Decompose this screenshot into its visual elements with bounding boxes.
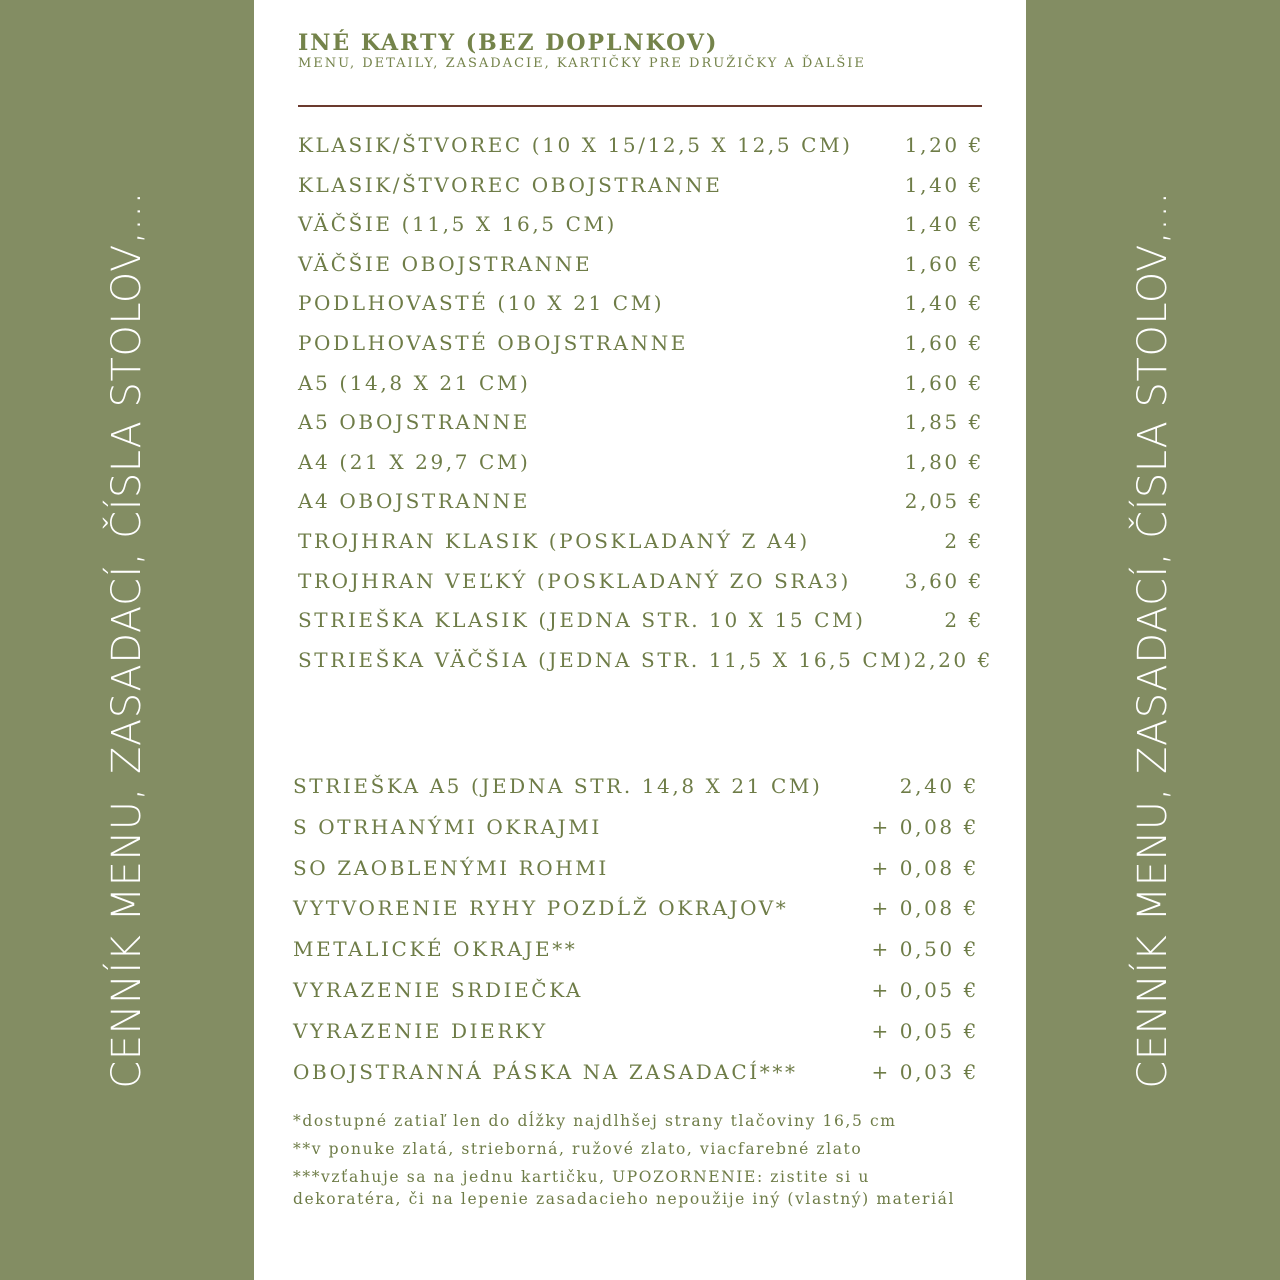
item-price: 1,60 € — [904, 370, 984, 395]
extra-row — [293, 807, 979, 848]
item-price: 1,85 € — [904, 410, 984, 435]
item-label: STRIEŠKA VÄČŠIA (JEDNA STR. 11,5 X 16,5 CM) — [298, 647, 914, 672]
footnote: ***vzťahuje sa na jednu kartičku, UPOZORNENIE: zistite si u dekoratéra, či na lepenie zasadacieho nepoužije iný (vlastný) materiál — [293, 1168, 956, 1208]
item-label: A4 (21 X 29,7 CM) — [298, 449, 531, 474]
item-label: A5 (14,8 X 21 CM) — [298, 370, 531, 395]
item-label: TROJHRAN KLASIK (POSKLADANÝ Z A4) — [298, 528, 810, 553]
right-side-banner — [1026, 0, 1280, 1280]
divider — [298, 105, 982, 107]
extra-row — [293, 888, 979, 929]
extra-row — [293, 848, 979, 889]
price-row — [298, 403, 984, 443]
extra-label: VYRAZENIE SRDIEČKA — [293, 977, 583, 1002]
extra-label: S OTRHANÝMI OKRAJMI — [293, 814, 602, 839]
extra-price: 2,40 € — [899, 774, 979, 798]
extra-price: + 0,08 € — [871, 855, 979, 880]
price-row — [298, 364, 984, 404]
extra-price: + 0,08 € — [871, 814, 979, 839]
extra-price: + 0,05 € — [871, 977, 979, 1002]
item-price: 1,60 € — [904, 330, 984, 355]
extra-label: METALICKÉ OKRAJE** — [293, 937, 578, 962]
price-row — [298, 601, 984, 641]
item-label: PODLHOVASTÉ OBOJSTRANNE — [298, 330, 689, 355]
left-side-banner — [0, 0, 254, 1280]
price-row — [298, 641, 994, 681]
item-label: VÄČŠIE OBOJSTRANNE — [298, 251, 593, 276]
extra-price: + 0,08 € — [871, 896, 979, 921]
price-list-panel — [254, 0, 1026, 1280]
footnote: **v ponuke zlatá, strieborná, ružové zlato, viacfarebné zlato — [293, 1140, 863, 1158]
extra-row — [293, 1011, 979, 1052]
item-label: PODLHOVASTÉ (10 X 21 CM) — [298, 291, 665, 316]
extra-label: VYTVORENIE RYHY POZDĹŽ OKRAJOV* — [293, 896, 789, 921]
item-label: VÄČŠIE (11,5 X 16,5 CM) — [298, 212, 617, 237]
extra-price: + 0,05 € — [871, 1018, 979, 1043]
extra-row — [293, 766, 979, 807]
item-label: KLASIK/ŠTVOREC OBOJSTRANNE — [298, 172, 723, 197]
section-title: INÉ KARTY (BEZ DOPLNKOV) — [298, 30, 719, 56]
item-price: 2 € — [944, 608, 984, 633]
item-label: KLASIK/ŠTVOREC (10 X 15/12,5 X 12,5 CM) — [298, 133, 853, 157]
footnote: *dostupné zatiaľ len do dĺžky najdlhšej strany tlačoviny 16,5 cm — [293, 1112, 897, 1130]
price-row — [298, 245, 984, 285]
price-row — [298, 482, 984, 522]
price-row — [298, 166, 984, 206]
extra-row — [293, 929, 979, 970]
price-list — [298, 126, 994, 680]
extra-price: + 0,03 € — [871, 1059, 979, 1084]
extra-row — [293, 970, 979, 1011]
extra-price: + 0,50 € — [871, 937, 979, 962]
price-row — [298, 562, 984, 602]
item-label: TROJHRAN VEĽKÝ (POSKLADANÝ ZO SRA3) — [298, 568, 851, 593]
item-price: 1,60 € — [904, 251, 984, 276]
price-row — [298, 284, 984, 324]
item-price: 2,05 € — [904, 489, 984, 514]
extras-list — [293, 766, 979, 1092]
price-row — [298, 324, 984, 364]
price-row — [298, 443, 984, 483]
item-price: 1,40 € — [904, 291, 984, 316]
item-price: 1,40 € — [904, 212, 984, 237]
extra-label: SO ZAOBLENÝMI ROHMI — [293, 855, 609, 880]
item-price: 2 € — [944, 528, 984, 553]
extra-label: VYRAZENIE DIERKY — [293, 1018, 548, 1043]
price-row — [298, 205, 984, 245]
price-row — [298, 522, 984, 562]
extra-row — [293, 1052, 979, 1093]
extra-label: STRIEŠKA A5 (JEDNA STR. 14,8 X 21 CM) — [293, 774, 823, 798]
item-price: 2,20 € — [913, 647, 994, 672]
item-label: STRIEŠKA KLASIK (JEDNA STR. 10 X 15 CM) — [298, 608, 866, 633]
price-row — [298, 126, 984, 166]
item-label: A5 OBOJSTRANNE — [298, 410, 530, 435]
left-banner-text: CENNÍK MENU, ZASADACÍ, ČÍSLA STOLOV,... — [104, 191, 150, 1089]
extra-label: OBOJSTRANNÁ PÁSKA NA ZASADACÍ*** — [293, 1059, 798, 1084]
section-subtitle: MENU, DETAILY, ZASADACIE, KARTIČKY PRE DRUŽIČKY A ĎALŠIE — [298, 56, 866, 71]
item-price: 1,40 € — [904, 172, 984, 197]
item-label: A4 OBOJSTRANNE — [298, 489, 530, 514]
footnotes — [293, 1110, 983, 1210]
item-price: 1,20 € — [904, 133, 984, 157]
item-price: 3,60 € — [904, 568, 984, 593]
item-price: 1,80 € — [904, 449, 984, 474]
right-banner-text: CENNÍK MENU, ZASADACÍ, ČÍSLA STOLOV,... — [1130, 191, 1176, 1089]
